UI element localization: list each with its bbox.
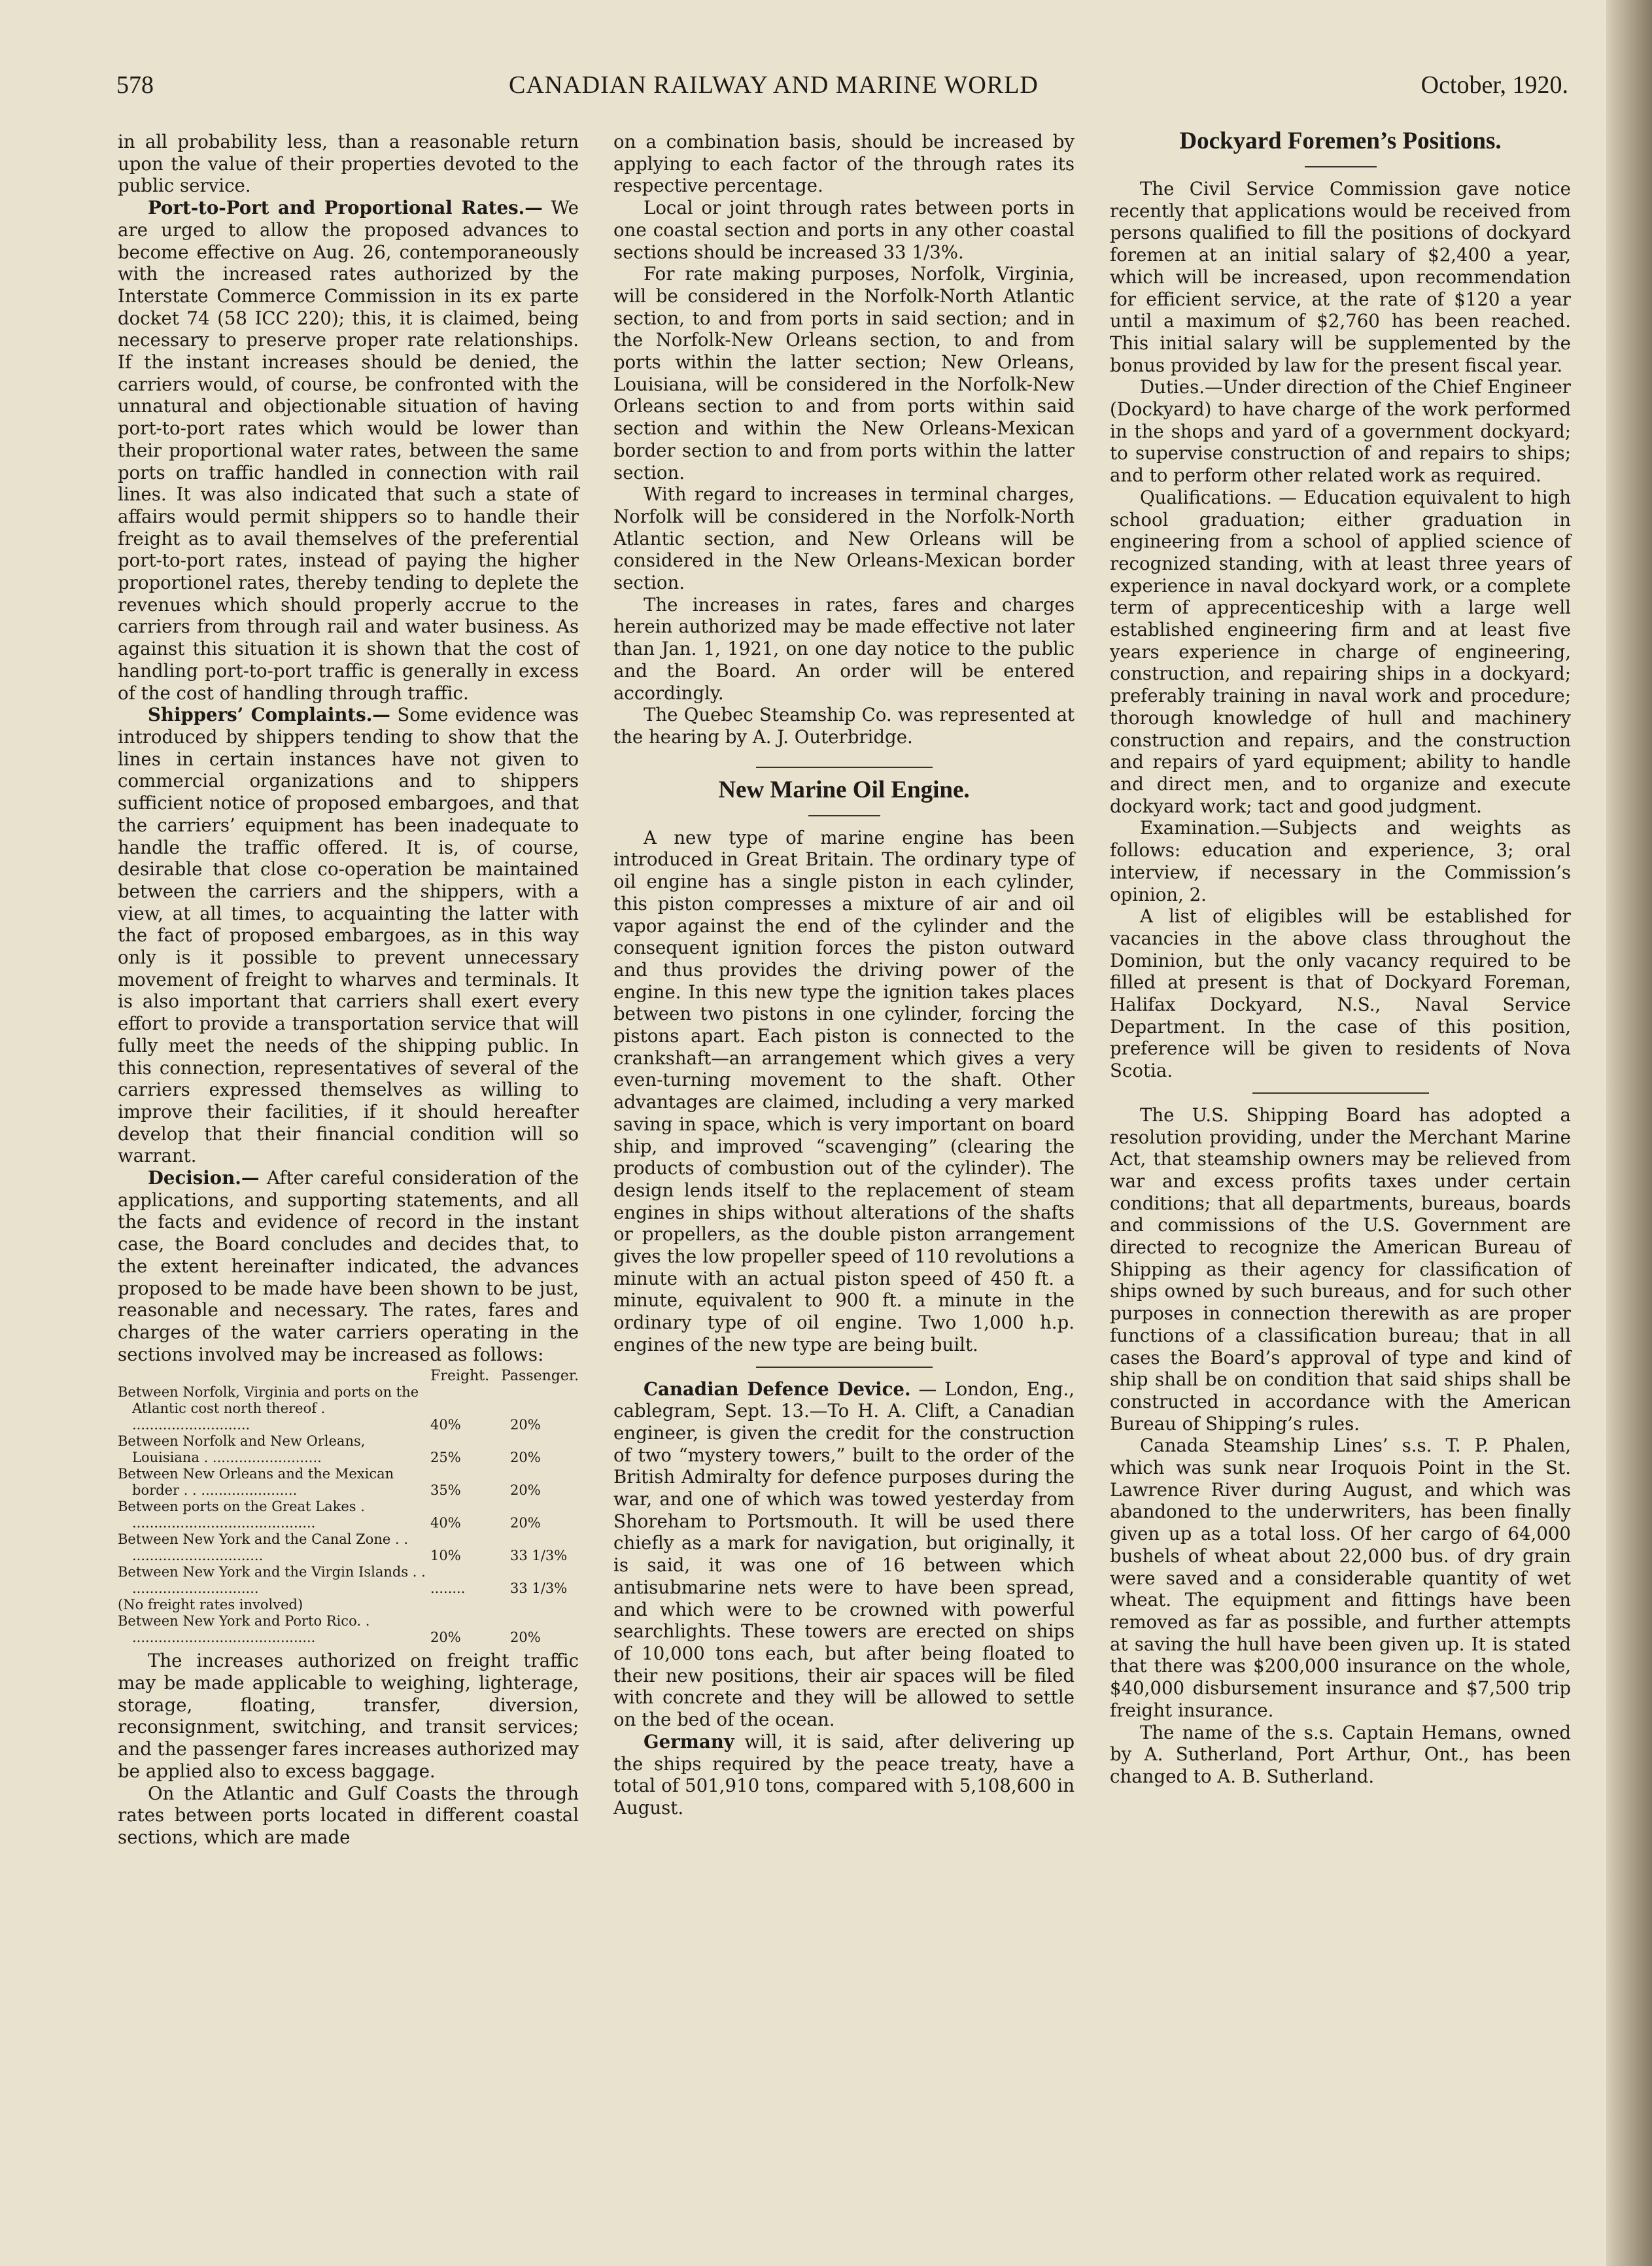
paragraph: Local or joint through rates between ports in one coastal section and ports in any other coastal sections should be increased 33 1/3%. <box>613 197 1075 263</box>
paragraph-body: After careful consideration of the applications, and supporting statements, and all the facts and evidence of record in the instant case, the Board concludes and decides that, to the extent hereinafter indicated, the advances proposed to be made have been shown to be just, reasonable and necessary. The rates, fares and charges of the water carriers operating in the sections involved may be increased as follows: <box>118 1167 579 1365</box>
book-spine-shadow <box>1606 0 1652 2266</box>
paragraph: The Civil Service Commission gave notice recently that applications would be received from persons qualified to fill the positions of dockyard foremen at an initial salary of $2,400 a year, which will be increased, upon recommendation for efficient service, at the rate of $120 a year until a maximum of $2,760 has been reached. This initial salary will be supplemented by the bonus provided by law for the present fiscal year. <box>1110 178 1571 376</box>
lead-word-germany: Germany <box>644 1730 734 1752</box>
column-3 <box>1110 128 1571 1788</box>
issue-date: October, 1920. <box>1420 71 1568 99</box>
freight-cell: 35% <box>430 1482 461 1499</box>
rate-increase-table <box>118 1368 579 1646</box>
article-headline-marine-oil-engine: New Marine Oil Engine. <box>718 776 970 803</box>
table-row <box>118 1597 579 1613</box>
route-cell: Between Norfolk, Virginia and ports on the Atlantic cost north thereof . ........................... <box>118 1384 419 1433</box>
passenger-cell: 33 1/3% <box>510 1580 568 1597</box>
paragraph: A new type of marine engine has been introduced in Great Britain. The ordinary type of oil engine has a single piston in each cylinder, this piston compresses a mixture of air and oil vapor against the end of the cylinder and the consequent ignition forces the piston outward and thus provides the driving power of the engine. In this new type the ignition takes places between two pistons in one cylinder, forcing the pistons apart. Each piston is connected to the crankshaft—an arrangement which gives a very even-turning movement to the shaft. Other advantages are claimed, including a very marked saving in space, which is very important on board ship, and improved “scavenging” (clearing the products of combustion out of the cylinder). The design lends itself to the replacement of steam engines in ships without alterations of the shafts or propellers, as the double piston arrangement gives the low propeller speed of 110 revolutions a minute with an actual piston speed of 450 ft. a minute, equivalent to 900 ft. a minute in the ordinary type of oil engine. Two 1,000 h.p. engines of the new type are being built. <box>613 826 1075 1355</box>
paragraph: With regard to increases in terminal charges, Norfolk will be considered in the Norfolk-North Atlantic section, and New Orleans will be considered in the New Orleans-Mexican border section. <box>613 483 1075 594</box>
freight-cell: 10% <box>430 1548 461 1564</box>
passenger-cell: 20% <box>510 1630 541 1646</box>
table-row <box>118 1613 579 1646</box>
section-heading-shippers-complaints: Shippers’ Complaints.— <box>148 704 390 726</box>
table-row <box>118 1531 579 1564</box>
section-heading-port-to-port: Port-to-Port and Proportional Rates.— <box>148 197 543 219</box>
article-headline-dockyard-foremen: Dockyard Foremen’s Positions. <box>1179 128 1502 154</box>
paragraph: On the Atlantic and Gulf Coasts the through rates between ports located in different coastal sections, which are made <box>118 1782 579 1848</box>
paragraph: Examination.—Subjects and weights as follows: education and experience, 3; oral interview, if necessary in the Commission’s opinion, 2. <box>1110 817 1571 905</box>
route-cell: Between ports on the Great Lakes . .......................................... <box>118 1499 365 1531</box>
paragraph <box>118 1167 579 1365</box>
passenger-cell: 20% <box>510 1482 541 1499</box>
paragraph <box>613 1731 1075 1819</box>
paragraph: Canada Steamship Lines’ s.s. T. P. Phalen, which was sunk near Iroquois Point in the St. Lawrence River during August, and which was abandoned to the underwriters, has been finally given up as a total loss. Of her cargo of 64,000 bushels of wheat about 22,000 bus. of dry grain were saved and a considerable quantity of wet wheat. The equipment and fittings have been removed as far as possible, and further attempts at saving the hull have been given up. It is stated that there was $200,000 insurance on the whole, $40,000 disbursement insurance and $7,500 trip freight insurance. <box>1110 1435 1571 1721</box>
paragraph: Duties.—Under direction of the Chief Engineer (Dockyard) to have charge of the work performed in the shops and yard of a government dockyard; to supervise construction of and repairs to ships; and to perform other related work as required. <box>1110 376 1571 487</box>
paragraph: The Quebec Steamship Co. was represented at the hearing by A. J. Outerbridge. <box>613 704 1075 748</box>
freight-cell: 40% <box>430 1417 461 1433</box>
freight-cell: ........ <box>430 1580 466 1597</box>
page-header <box>116 65 1568 111</box>
passenger-cell: 33 1/3% <box>510 1548 568 1564</box>
paragraph: The name of the s.s. Captain Hemans, owned by A. Sutherland, Port Arthur, Ont., has been changed to A. B. Sutherland. <box>1110 1721 1571 1787</box>
table-row <box>118 1384 579 1433</box>
paragraph: Qualifications. — Education equivalent to high school graduation; either graduation in engineering from a school of applied science of recognized standing, with at least three years of experience in naval dockyard work, or a complete term of apprecenticeship with a large well established engineering firm and at least five years experience in charge of engineering, construction, and repairing ships in a dockyard; preferably training in naval work and procedure; thorough knowledge of hull and machinery construction and repairs, and the construction and repairs of yard equipment; ability to handle and direct men, and to organize and execute dockyard work; tact and good judgment. <box>1110 486 1571 817</box>
paragraph: on a combination basis, should be increased by applying to each factor of the through rates its respective percentage. <box>613 131 1075 197</box>
passenger-cell: 20% <box>510 1515 541 1531</box>
paragraph: A list of eligibles will be established for vacancies in the above class throughout the Dominion, but the only vacancy required to be filled at present is that of Dockyard Foreman, Halifax Dockyard, N.S., Naval Service Department. In the case of this position, preference will be given to residents of Nova Scotia. <box>1110 905 1571 1082</box>
paragraph: The increases in rates, fares and charges herein authorized may be made effective not later than Jan. 1, 1921, on one day notice to the public and the Board. An order will be entered accordingly. <box>613 593 1075 704</box>
paragraph: in all probability less, than a reasonable return upon the value of their properties devoted to the public service. <box>118 131 579 197</box>
route-cell: Between New York and the Canal Zone . . .............................. <box>118 1531 409 1564</box>
freight-cell: 25% <box>430 1450 461 1466</box>
passenger-cell: 20% <box>510 1417 541 1433</box>
page-number: 578 <box>116 71 154 99</box>
table-row <box>118 1499 579 1531</box>
paragraph: The increases authorized on freight traffic may be made applicable to weighing, lighterage, storage, floating, transfer, diversion, reconsignment, switching, and transit services; and the passenger fares increases authorized may be applied also to excess baggage. <box>118 1650 579 1782</box>
table-row <box>118 1564 579 1597</box>
publication-title: CANADIAN RAILWAY AND MARINE WORLD <box>509 71 1039 99</box>
article-headline-defence-device: Canadian Defence Device. <box>644 1378 911 1400</box>
route-cell: Between New Orleans and the Mexican border . . ...................... <box>118 1466 394 1499</box>
table-row <box>118 1433 579 1466</box>
paragraph: For rate making purposes, Norfolk, Virginia, will be considered in the Norfolk-North Atlantic section, to and from ports in said section; and in the Norfolk-New Orleans section, to and from ports within the latter section; New Orleans, Louisiana, will be considered in the Norfolk-New Orleans section to and from ports within said section and within the New Orleans-Mexican border section to and from ports within the latter section. <box>613 263 1075 483</box>
paragraph: The U.S. Shipping Board has adopted a resolution providing, under the Merchant Marine Act, that steamship owners may be relieved from war and excess profits taxes under certain conditions; that all departments, bureaus, boards and commissions of the U.S. Government are directed to recognize the American Bureau of Shipping as their agency for classification of ships owned by such bureaus, and for such other purposes in connection therewith as are proper functions of a classification bureau; that in all cases the Board’s approval of type and kind of ship shall be on condition that said ships shall be constructed in accordance with the American Bureau of Shipping’s rules. <box>1110 1104 1571 1435</box>
rate-table-header <box>118 1368 579 1384</box>
route-cell: Between New York and Porto Rico. . .......................................... <box>118 1613 370 1646</box>
section-divider <box>756 767 933 768</box>
column-2 <box>613 131 1075 1819</box>
column-1 <box>118 131 579 1849</box>
passenger-cell: 20% <box>510 1450 541 1466</box>
freight-cell: 40% <box>430 1515 461 1531</box>
paragraph-body: Some evidence was introduced by shippers tending to show that the lines in certain instances have not given to commercial organizations and to shippers sufficient notice of proposed embargoes, and that the carriers’ equipment has been inadequate to handle the traffic offered. It is, of course, desirable that close co-operation be maintained between the carriers and the shippers, with a view, at all times, to acquainting the latter with the fact of proposed embargoes, as in this way only is it possible to prevent unnecessary movement of freight to wharves and terminals. It is also important that carriers shall exert every effort to provide a transportation service that will fully meet the needs of the shipping public. In this connection, representatives of several of the carriers expressed themselves as willing to improve their facilities, if it should hereafter develop that their financial condition will so warrant. <box>118 704 579 1167</box>
table-row <box>118 1466 579 1499</box>
paragraph-body: — London, Eng., cablegram, Sept. 13.—To H. A. Clift, a Canadian engineer, is given the credit for the construction of two “mystery towers,” built to the order of the British Admiralty for defence purposes during the war, and one of which was towed yesterday from Shoreham to Portsmouth. It will be used there chiefly as a mark for navigation, but originally, it is said, it was one of 16 between which antisubmarine nets were to have been spread, and which were to be crowned with powerful searchlights. These towers are erected on ships of 10,000 tons each, but after being floated to their new positions, their air spaces will be filed with concrete and they will be allowed to settle on the bed of the ocean. <box>613 1378 1075 1731</box>
route-cell: (No freight rates involved) <box>118 1597 303 1613</box>
freight-cell: 20% <box>430 1630 461 1646</box>
route-cell: Between Norfolk and New Orleans, Louisiana . ......................... <box>118 1433 366 1466</box>
route-cell: Between New York and the Virgin Islands . . ............................. <box>118 1564 426 1597</box>
freight-column-header: Freight. <box>430 1368 490 1385</box>
paragraph <box>613 1378 1075 1731</box>
paragraph <box>118 704 579 1167</box>
paragraph <box>118 197 579 704</box>
paragraph-body: will, it is said, after delivering up the ships required by the peace treaty, have a total of 501,910 tons, compared with 5,108,600 in August. <box>613 1730 1075 1819</box>
section-heading-decision: Decision.— <box>148 1167 260 1189</box>
paragraph-body: We are urged to allow the proposed advances to become effective on Aug. 26, contemporaneously with the increased rates authorized by the Interstate Commerce Commission in its ex parte docket 74 (58 ICC 220); this, it is claimed, being necessary to preserve proper rate relationships. If the instant increases should be denied, the carriers would, of course, be confronted with the unnatural and objectionable situation of having port-to-port rates which would be lower than their proportional water rates, between the same ports on traffic handled in connection with rail lines. It was also indicated that such a state of affairs would permit shippers so to handle their freight as to avail themselves of the preferential port-to-port rates, instead of paying the higher proportionel rates, thereby tending to deplete the revenues which should properly accrue to the carriers from through rail and water business. As against this situation it is shown that the cost of handling port-to-port traffic is generally in excess of the cost of handling through traffic. <box>118 197 579 704</box>
passenger-column-header: Passenger. <box>501 1368 579 1385</box>
